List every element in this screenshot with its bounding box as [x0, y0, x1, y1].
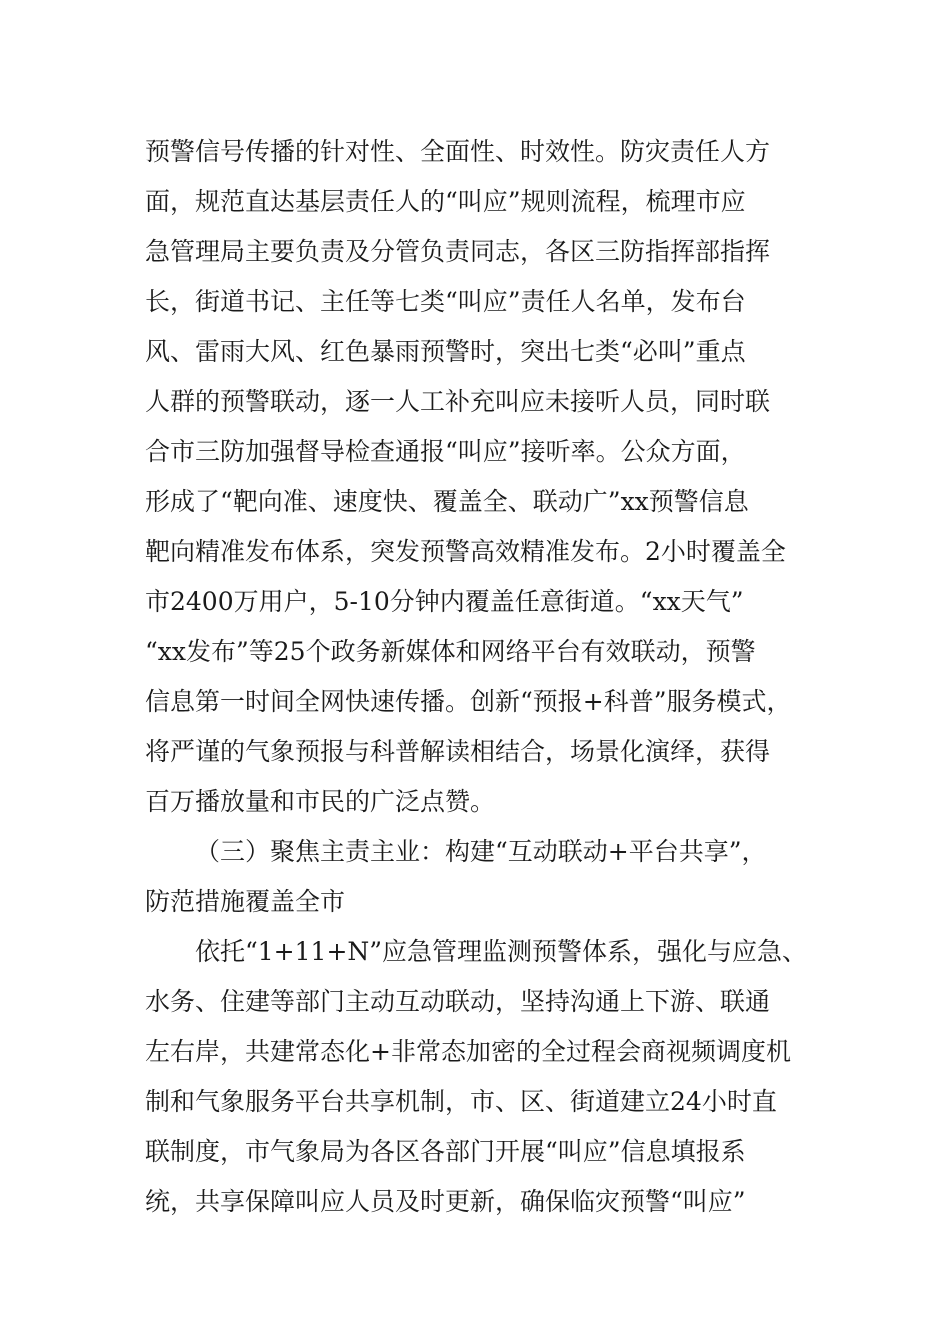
section-heading-continued: 防范措施覆盖全市: [145, 887, 346, 916]
text-line: 统，共享保障叫应人员及时更新，确保临灾预警“叫应”: [145, 1187, 746, 1216]
text-line: 信息第一时间全网快速传播。创新“预报+科普”服务模式，: [145, 687, 792, 716]
text-line: 左右岸，共建常态化+非常态加密的全过程会商视频调度机: [145, 1037, 791, 1066]
text-line: 合市三防加强督导检查通报“叫应”接听率。公众方面，: [145, 437, 746, 466]
text-line: 水务、住建等部门主动互动联动，坚持沟通上下游、联通: [145, 987, 771, 1016]
text-line: 市2400万用户，5-10分钟内覆盖任意街道。“xx天气”: [145, 587, 744, 616]
text-line: 急管理局主要负责及分管负责同志，各区三防指挥部指挥: [145, 237, 771, 266]
text-line: 预警信号传播的针对性、全面性、时效性。防灾责任人方: [145, 137, 771, 166]
text-line: “xx发布”等25个政务新媒体和网络平台有效联动，预警: [145, 637, 756, 666]
paragraph-first-line: 依托“1+11+N”应急管理监测预警体系，强化与应急、: [195, 937, 808, 966]
text-line: 风、雷雨大风、红色暴雨预警时，突出七类“必叫”重点: [145, 337, 746, 366]
text-line: 形成了“靶向准、速度快、覆盖全、联动广”xx预警信息: [145, 487, 749, 516]
text-line: 联制度，市气象局为各区各部门开展“叫应”信息填报系: [145, 1137, 746, 1166]
text-line: 长，街道书记、主任等七类“叫应”责任人名单，发布台: [145, 287, 746, 316]
text-line: 靶向精准发布体系，突发预警高效精准发布。2小时覆盖全: [145, 537, 786, 566]
text-line: 人群的预警联动，逐一人工补充叫应未接听人员，同时联: [145, 387, 771, 416]
text-line: 制和气象服务平台共享机制，市、区、街道建立24小时直: [145, 1087, 777, 1116]
text-line: 百万播放量和市民的广泛点赞。: [145, 787, 496, 816]
section-heading: （三）聚焦主责主业：构建“互动联动+平台共享”，: [195, 837, 767, 866]
text-line: 面，规范直达基层责任人的“叫应”规则流程，梳理市应: [145, 187, 746, 216]
text-line: 将严谨的气象预报与科普解读相结合，场景化演绎，获得: [145, 737, 771, 766]
